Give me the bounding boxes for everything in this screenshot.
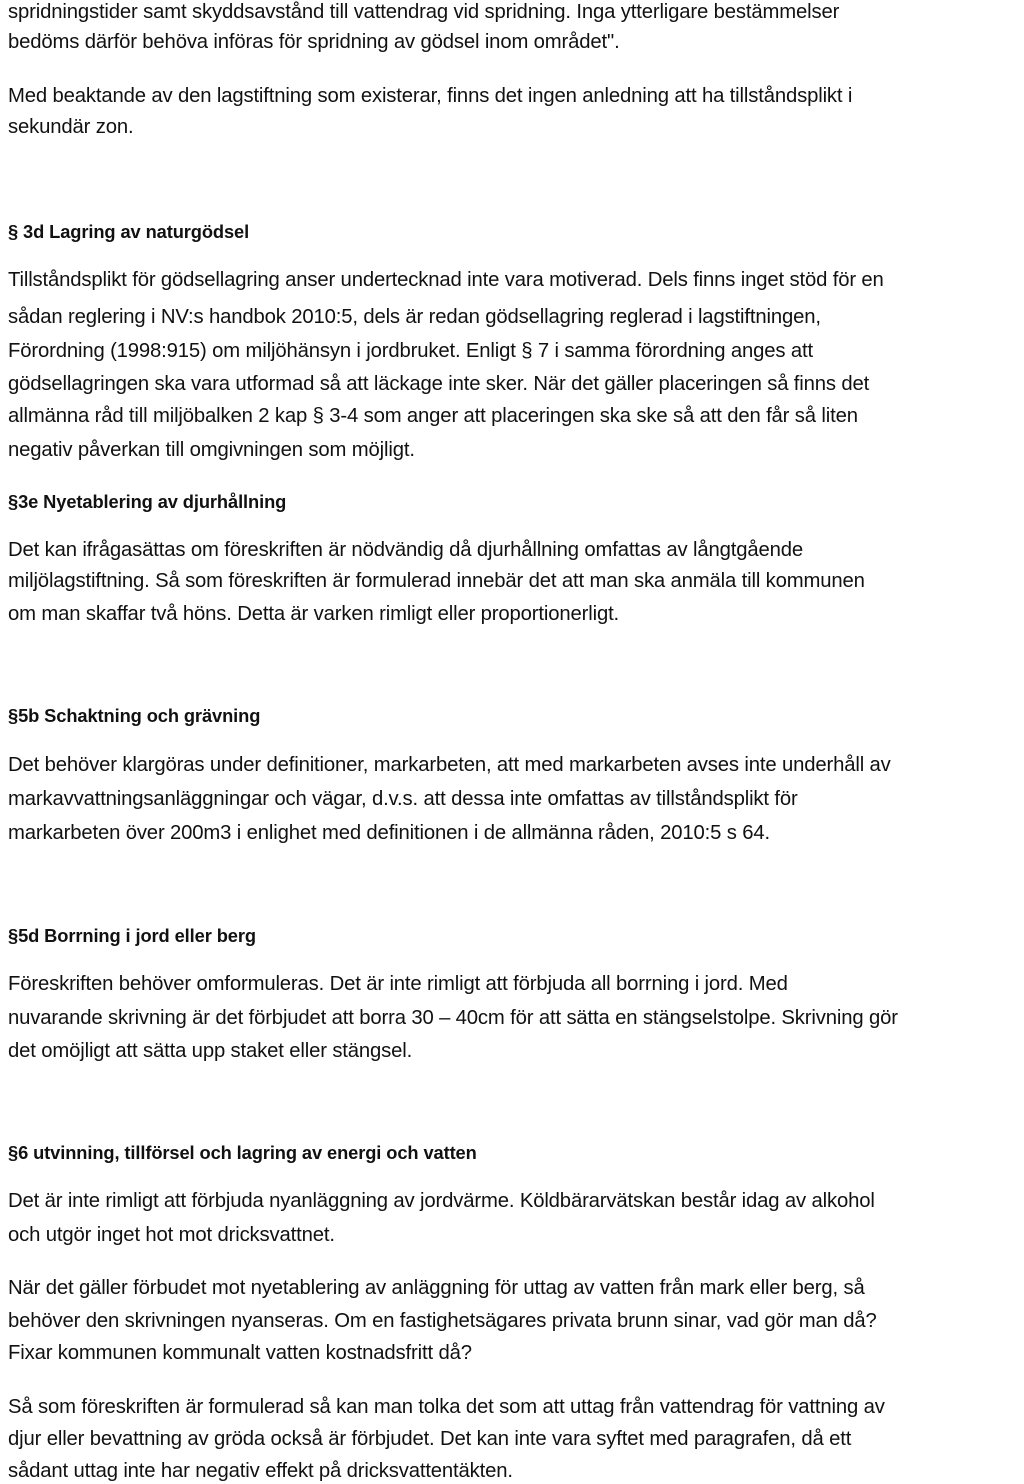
section-3d-line-1: Tillståndsplikt för gödsellagring anser undertecknad inte vara motiverad. Dels finns inget stöd för en — [8, 269, 884, 291]
section-heading-6: §6 utvinning, tillförsel och lagring av energi och vatten — [8, 1142, 477, 1163]
section-3e-line-3: om man skaffar två höns. Detta är varken rimligt eller proportionerligt. — [8, 603, 620, 625]
section-6-p2-line-3: Fixar kommunen kommunalt vatten kostnadsfritt då? — [8, 1342, 472, 1364]
section-3d-line-6: negativ påverkan till omgivningen som möjligt. — [8, 439, 415, 461]
section-6-p3-line-3: sådant uttag inte har negativ effekt på dricksvattentäkten. — [8, 1460, 513, 1482]
section-5d-line-2: nuvarande skrivning är det förbjudet att borra 30 – 40cm för att sätta en stängselstolpe. Skrivning gör — [8, 1007, 898, 1029]
section-3e-line-2: miljölagstiftning. Så som föreskriften är formulerad innebär det att man ska anmäla till kommunen — [8, 570, 865, 592]
section-heading-3e: §3e Nyetablering av djurhållning — [8, 491, 287, 512]
intro-line-4: sekundär zon. — [8, 116, 134, 138]
section-5b-line-2: markavvattningsanläggningar och vägar, d.v.s. att dessa inte omfattas av tillståndsplikt för — [8, 788, 798, 810]
section-heading-5d: §5d Borrning i jord eller berg — [8, 925, 256, 946]
section-5b-line-1: Det behöver klargöras under definitioner, markarbeten, att med markarbeten avses inte underhåll av — [8, 754, 891, 776]
section-3d-line-3: Förordning (1998:915) om miljöhänsyn i jordbruket. Enligt § 7 i samma förordning anges att — [8, 340, 813, 362]
section-heading-3d: § 3d Lagring av naturgödsel — [8, 221, 250, 242]
section-6-p3-line-2: djur eller bevattning av gröda också är förbjudet. Det kan inte vara syftet med paragrafen, då ett — [8, 1428, 852, 1450]
section-6-p1-line-1: Det är inte rimligt att förbjuda nyanläggning av jordvärme. Köldbärarvätskan består idag av alkohol — [8, 1190, 875, 1212]
section-6-p3-line-1: Så som föreskriften är formulerad så kan man tolka det som att uttag från vattendrag för vattning av — [8, 1396, 885, 1418]
section-3d-line-4: gödsellagringen ska vara utformad så att läckage inte sker. När det gäller placeringen så finns det — [8, 373, 870, 395]
intro-line-1: spridningstider samt skyddsavstånd till vattendrag vid spridning. Inga ytterligare bestämmelser — [8, 1, 840, 23]
section-5d-line-1: Föreskriften behöver omformuleras. Det är inte rimligt att förbjuda all borrning i jord. Med — [8, 973, 788, 995]
intro-line-3: Med beaktande av den lagstiftning som existerar, finns det ingen anledning att ha tillståndsplikt i — [8, 85, 853, 107]
section-heading-5b: §5b Schaktning och grävning — [8, 705, 261, 726]
section-6-p1-line-2: och utgör inget hot mot dricksvattnet. — [8, 1224, 335, 1246]
section-3e-line-1: Det kan ifrågasättas om föreskriften är nödvändig då djurhållning omfattas av långtgående — [8, 539, 804, 561]
section-5d-line-3: det omöjligt att sätta upp staket eller stängsel. — [8, 1040, 413, 1062]
section-3d-line-2: sådan reglering i NV:s handbok 2010:5, dels är redan gödsellagring reglerad i lagstiftningen, — [8, 306, 821, 328]
section-6-p2-line-2: behöver den skrivningen nyanseras. Om en fastighetsägares privata brunn sinar, vad gör man då? — [8, 1310, 877, 1332]
section-5b-line-3: markarbeten över 200m3 i enlighet med definitionen i de allmänna råden, 2010:5 s 64. — [8, 822, 770, 844]
section-3d-line-5: allmänna råd till miljöbalken 2 kap § 3-4 som anger att placeringen ska ske så att den får så liten — [8, 405, 858, 427]
intro-line-2: bedöms därför behöva införas för spridning av gödsel inom området". — [8, 31, 620, 53]
section-6-p2-line-1: När det gäller förbudet mot nyetablering av anläggning för uttag av vatten från mark eller berg, så — [8, 1277, 865, 1299]
